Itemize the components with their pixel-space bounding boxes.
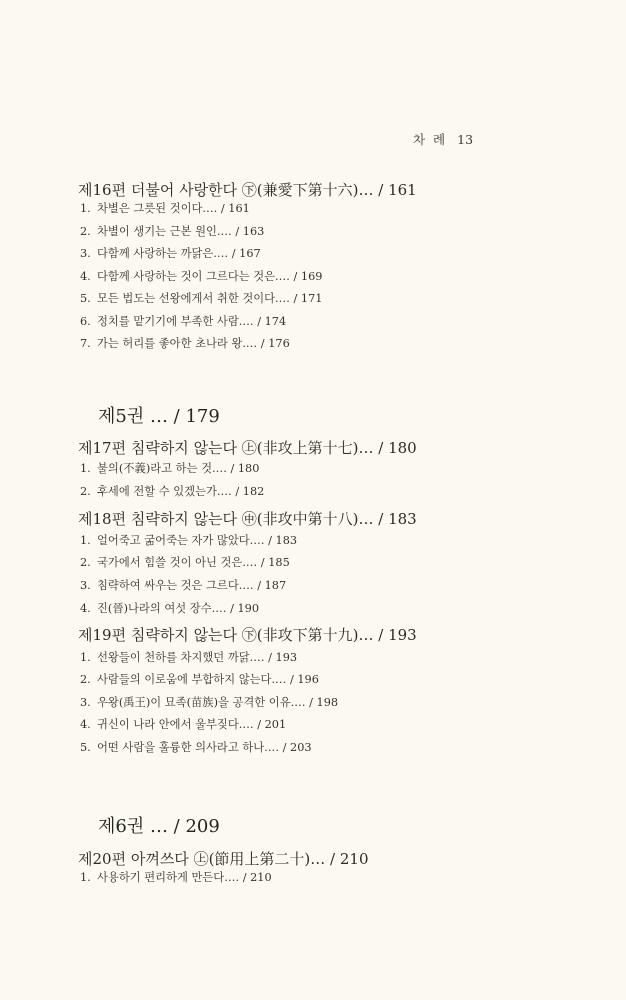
- item-text: 후세에 전할 수 있겠는가.… / 182: [97, 485, 265, 498]
- toc-item: [80, 202, 250, 216]
- toc-item: [80, 673, 319, 687]
- item-number: 1.: [80, 202, 91, 215]
- item-number: 3.: [80, 247, 91, 260]
- item-number: 5.: [80, 741, 91, 754]
- item-text: 차별이 생기는 근본 원인.… / 163: [97, 225, 265, 238]
- item-text: 다함께 사랑하는 것이 그르다는 것은.… / 169: [97, 270, 323, 283]
- item-text: 불의(不義)라고 하는 것.… / 180: [97, 462, 260, 475]
- item-number: 2.: [80, 673, 91, 686]
- toc-item: [80, 270, 323, 284]
- toc-item: [80, 292, 323, 306]
- item-number: 4.: [80, 602, 91, 615]
- page-number: 13: [457, 132, 474, 147]
- item-text: 진(晉)나라의 여섯 장수.… / 190: [97, 602, 260, 615]
- item-text: 모든 법도는 선왕에게서 취한 것이다.… / 171: [97, 292, 323, 305]
- item-number: 7.: [80, 337, 91, 350]
- item-text: 차별은 그릇된 것이다.… / 161: [97, 202, 250, 215]
- toc-item: [80, 462, 259, 476]
- toc-item: [80, 696, 338, 710]
- item-number: 4.: [80, 718, 91, 731]
- toc-item: [80, 741, 312, 755]
- toc-item: [80, 337, 290, 351]
- item-number: 6.: [80, 315, 91, 328]
- item-text: 우왕(禹王)이 묘족(苗族)을 공격한 이유.… / 198: [97, 696, 339, 709]
- item-text: 얼어죽고 굶어죽는 자가 많았다.… / 183: [97, 534, 298, 547]
- toc-item: [80, 579, 286, 593]
- toc-item: [80, 534, 297, 548]
- item-text: 침략하여 싸우는 것은 그르다.… / 187: [97, 579, 287, 592]
- item-number: 3.: [80, 696, 91, 709]
- chapter-16-title: 제16편 더불어 사랑한다 ㊦(兼愛下第十六)… / 161: [78, 181, 417, 199]
- running-head-section: 차 례: [413, 132, 448, 147]
- item-text: 정치를 맡기기에 부족한 사람.… / 174: [97, 315, 287, 328]
- toc-item: [80, 485, 264, 499]
- volume-6-heading: 제6권 … / 209: [98, 816, 220, 837]
- item-number: 4.: [80, 270, 91, 283]
- chapter-17-title: 제17편 침략하지 않는다 ㊤(非攻上第十七)… / 180: [78, 439, 417, 457]
- item-text: 귀신이 나라 안에서 울부짖다.… / 201: [97, 718, 287, 731]
- chapter-19-title: 제19편 침략하지 않는다 ㊦(非攻下第十九)… / 193: [78, 626, 417, 644]
- chapter-20-title: 제20편 아껴쓰다 ㊤(節用上第二十)… / 210: [78, 850, 369, 868]
- toc-item: [80, 225, 264, 239]
- toc-item: [80, 871, 272, 885]
- item-number: 5.: [80, 292, 91, 305]
- item-number: 1.: [80, 871, 91, 884]
- item-text: 가는 허리를 좋아한 초나라 왕.… / 176: [97, 337, 290, 350]
- toc-item: [80, 602, 259, 616]
- item-number: 2.: [80, 556, 91, 569]
- item-text: 다함께 사랑하는 까닭은.… / 167: [97, 247, 261, 260]
- toc-item: [80, 315, 286, 329]
- toc-item: [80, 651, 297, 665]
- item-text: 사람들의 이로움에 부합하지 않는다.… / 196: [97, 673, 319, 686]
- item-text: 선왕들이 천하를 차지했던 까닭.… / 193: [97, 651, 298, 664]
- running-head: [413, 130, 479, 148]
- item-number: 3.: [80, 579, 91, 592]
- item-text: 어떤 사람을 훌륭한 의사라고 하나.… / 203: [97, 741, 312, 754]
- item-number: 1.: [80, 651, 91, 664]
- item-text: 사용하기 편리하게 만든다.… / 210: [97, 871, 272, 884]
- item-number: 1.: [80, 462, 91, 475]
- toc-item: [80, 718, 286, 732]
- volume-5-heading: 제5권 … / 179: [98, 406, 220, 427]
- toc-item: [80, 556, 290, 570]
- item-number: 2.: [80, 485, 91, 498]
- item-number: 2.: [80, 225, 91, 238]
- toc-item: [80, 247, 261, 261]
- item-number: 1.: [80, 534, 91, 547]
- chapter-18-title: 제18편 침략하지 않는다 ㊥(非攻中第十八)… / 183: [78, 510, 417, 528]
- item-text: 국가에서 힘쓸 것이 아닌 것은.… / 185: [97, 556, 290, 569]
